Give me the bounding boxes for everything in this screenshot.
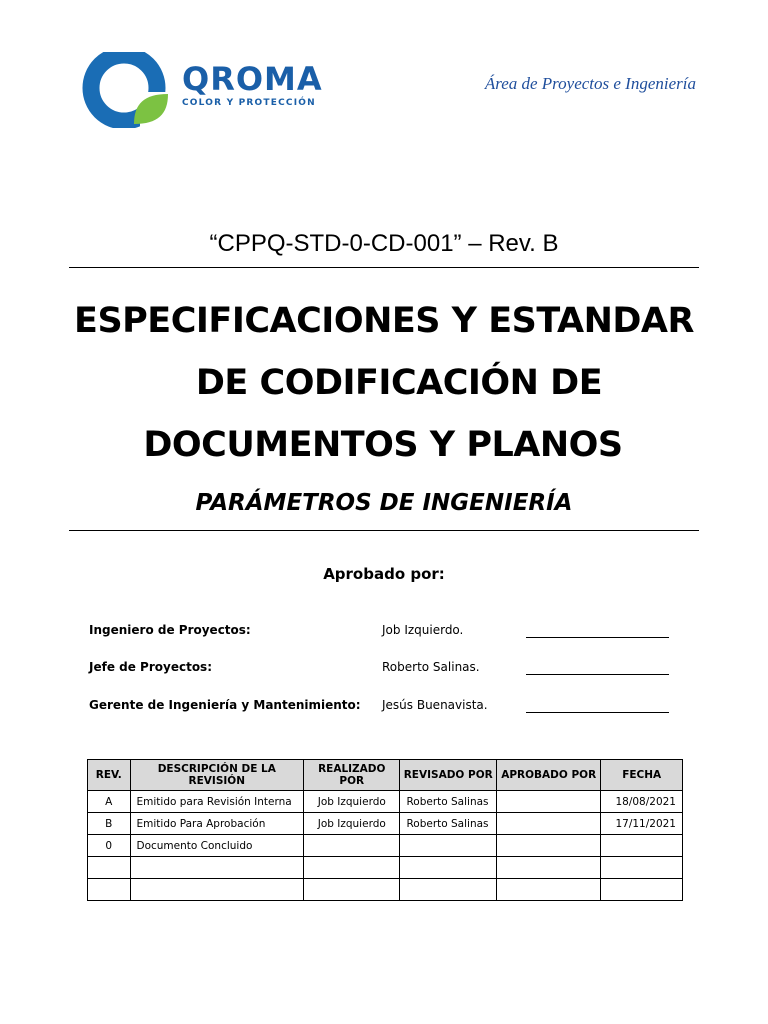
cell-made-by: Job Izquierdo <box>304 813 400 835</box>
cell-rev: A <box>88 791 131 813</box>
company-logo <box>82 52 332 128</box>
cell-rev <box>88 879 131 901</box>
document-subtitle: PARÁMETROS DE INGENIERÍA <box>195 490 573 516</box>
title-line-2: DE CODIFICACIÓN DE <box>195 363 603 403</box>
cell-made-by <box>304 879 400 901</box>
cell-made-by <box>304 857 400 879</box>
cell-made-by <box>304 835 400 857</box>
cell-description <box>130 857 304 879</box>
header-made-by: REALIZADO POR <box>304 760 400 791</box>
document-code: “CPPQ-STD-0-CD-001” – Rev. B <box>209 230 559 257</box>
cell-reviewed-by <box>400 857 497 879</box>
approval-role: Jefe de Proyectos: <box>89 660 212 674</box>
cell-approved-by <box>496 857 600 879</box>
qroma-logo-icon <box>82 52 172 128</box>
approval-row <box>89 623 689 643</box>
approval-heading: Aprobado por: <box>323 565 445 583</box>
cell-rev: B <box>88 813 131 835</box>
table-row <box>88 813 683 835</box>
cell-approved-by <box>496 791 600 813</box>
document-title <box>0 290 768 476</box>
revision-table <box>87 759 683 901</box>
table-header-row <box>88 760 683 791</box>
cell-made-by: Job Izquierdo <box>304 791 400 813</box>
approval-name: Job Izquierdo. <box>382 623 464 637</box>
table-row <box>88 879 683 901</box>
title-line-3: DOCUMENTOS Y PLANOS <box>143 425 623 465</box>
divider-top <box>69 267 699 268</box>
header-date: FECHA <box>601 760 683 791</box>
cell-date <box>601 857 683 879</box>
cell-date: 17/11/2021 <box>601 813 683 835</box>
cell-date: 18/08/2021 <box>601 791 683 813</box>
cell-reviewed-by: Roberto Salinas <box>400 813 497 835</box>
cell-date <box>601 835 683 857</box>
cell-approved-by <box>496 835 600 857</box>
approval-name: Roberto Salinas. <box>382 660 480 674</box>
header-description: DESCRIPCIÓN DE LA REVISIÓN <box>130 760 304 791</box>
cell-reviewed-by <box>400 835 497 857</box>
department-label: Área de Proyectos e Ingeniería <box>484 74 696 93</box>
table-row <box>88 791 683 813</box>
cell-approved-by <box>496 879 600 901</box>
cell-reviewed-by <box>400 879 497 901</box>
cell-date <box>601 879 683 901</box>
signature-line <box>526 674 669 675</box>
table-row <box>88 835 683 857</box>
header-rev: REV. <box>88 760 131 791</box>
cell-description: Emitido para Revisión Interna <box>130 791 304 813</box>
logo-wordmark: QROMA <box>182 60 323 98</box>
cell-approved-by <box>496 813 600 835</box>
divider-bottom <box>69 530 699 531</box>
header-reviewed-by: REVISADO POR <box>400 760 497 791</box>
approval-role: Gerente de Ingeniería y Mantenimiento: <box>89 698 361 712</box>
signature-line <box>526 637 669 638</box>
approval-row <box>89 660 689 680</box>
cell-description <box>130 879 304 901</box>
signature-line <box>526 712 669 713</box>
title-line-1: ESPECIFICACIONES Y ESTANDAR <box>74 301 694 341</box>
table-row <box>88 857 683 879</box>
logo-tagline: COLOR Y PROTECCIÓN <box>182 98 316 108</box>
cell-reviewed-by: Roberto Salinas <box>400 791 497 813</box>
cell-description: Documento Concluido <box>130 835 304 857</box>
approval-row <box>89 698 689 718</box>
approval-role: Ingeniero de Proyectos: <box>89 623 251 637</box>
cell-rev <box>88 857 131 879</box>
header-approved-by: APROBADO POR <box>496 760 600 791</box>
cell-description: Emitido Para Aprobación <box>130 813 304 835</box>
cell-rev: 0 <box>88 835 131 857</box>
approval-name: Jesús Buenavista. <box>382 698 488 712</box>
